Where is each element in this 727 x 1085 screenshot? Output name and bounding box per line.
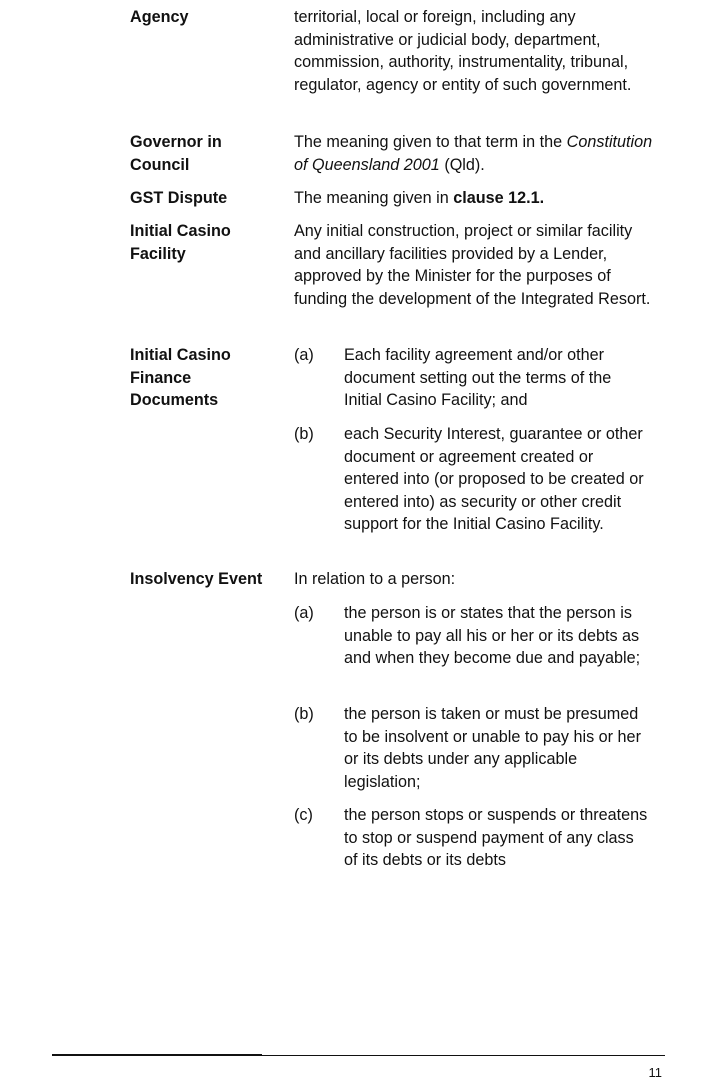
sub-item-label: (b) [294, 705, 314, 723]
term-label: Initial Casino Facility [130, 222, 231, 263]
act-citation: Constitution of Queensland 2001 [294, 133, 653, 174]
definition-text: Any initial construction, project or similar facility and ancillary facilities provided by a Lender, approved by the Minister for the purposes of funding the development of the Integrated Resort. [294, 222, 651, 308]
footer-rule-accent [52, 1054, 262, 1056]
sub-item-text: Each facility agreement and/or other document setting out the terms of the Initial Casino Facility; and [344, 346, 612, 410]
sub-item-text: the person is or states that the person is unable to pay all his or her or its debts as and when they become due and payable; [344, 604, 641, 668]
term-label: GST Dispute [130, 189, 228, 207]
clause-reference: clause 12.1. [453, 189, 545, 207]
definition-prefix: The meaning given in [294, 189, 449, 207]
sub-item-label: (a) [294, 346, 314, 364]
term-label: Governor in Council [130, 133, 222, 174]
sub-item-text: the person is taken or must be presumed to be insolvent or unable to pay his or her or its debts under any applicable legislation; [344, 705, 641, 791]
definition-prefix: The meaning given to that term in the [294, 133, 563, 151]
definition-text: In relation to a person: [294, 570, 456, 588]
term-label: Agency [130, 8, 189, 26]
definition-suffix: (Qld). [444, 155, 485, 174]
definition-text [294, 187, 660, 210]
definition-text: territorial, local or foreign, including any administrative or judicial body, department, commission, authority, instrumentality, tribunal, regulator, agency or entity of such government. [294, 8, 632, 94]
sub-item-label: (b) [294, 425, 314, 443]
sub-item-text: the person stops or suspends or threatens to stop or suspend payment of any class of its debts or its debts [344, 806, 648, 870]
sub-item-label: (a) [294, 604, 314, 622]
definition-text [294, 131, 660, 176]
page-number: 11 [648, 1065, 662, 1080]
term-label: Insolvency Event [130, 570, 263, 588]
sub-item-text: each Security Interest, guarantee or other document or agreement created or entered into (or proposed to be created or entered into) as security or other credit support for the Initial Casino Facility. [344, 425, 644, 534]
term-label: Initial Casino Finance Documents [130, 346, 231, 410]
sub-item-label: (c) [294, 806, 313, 824]
